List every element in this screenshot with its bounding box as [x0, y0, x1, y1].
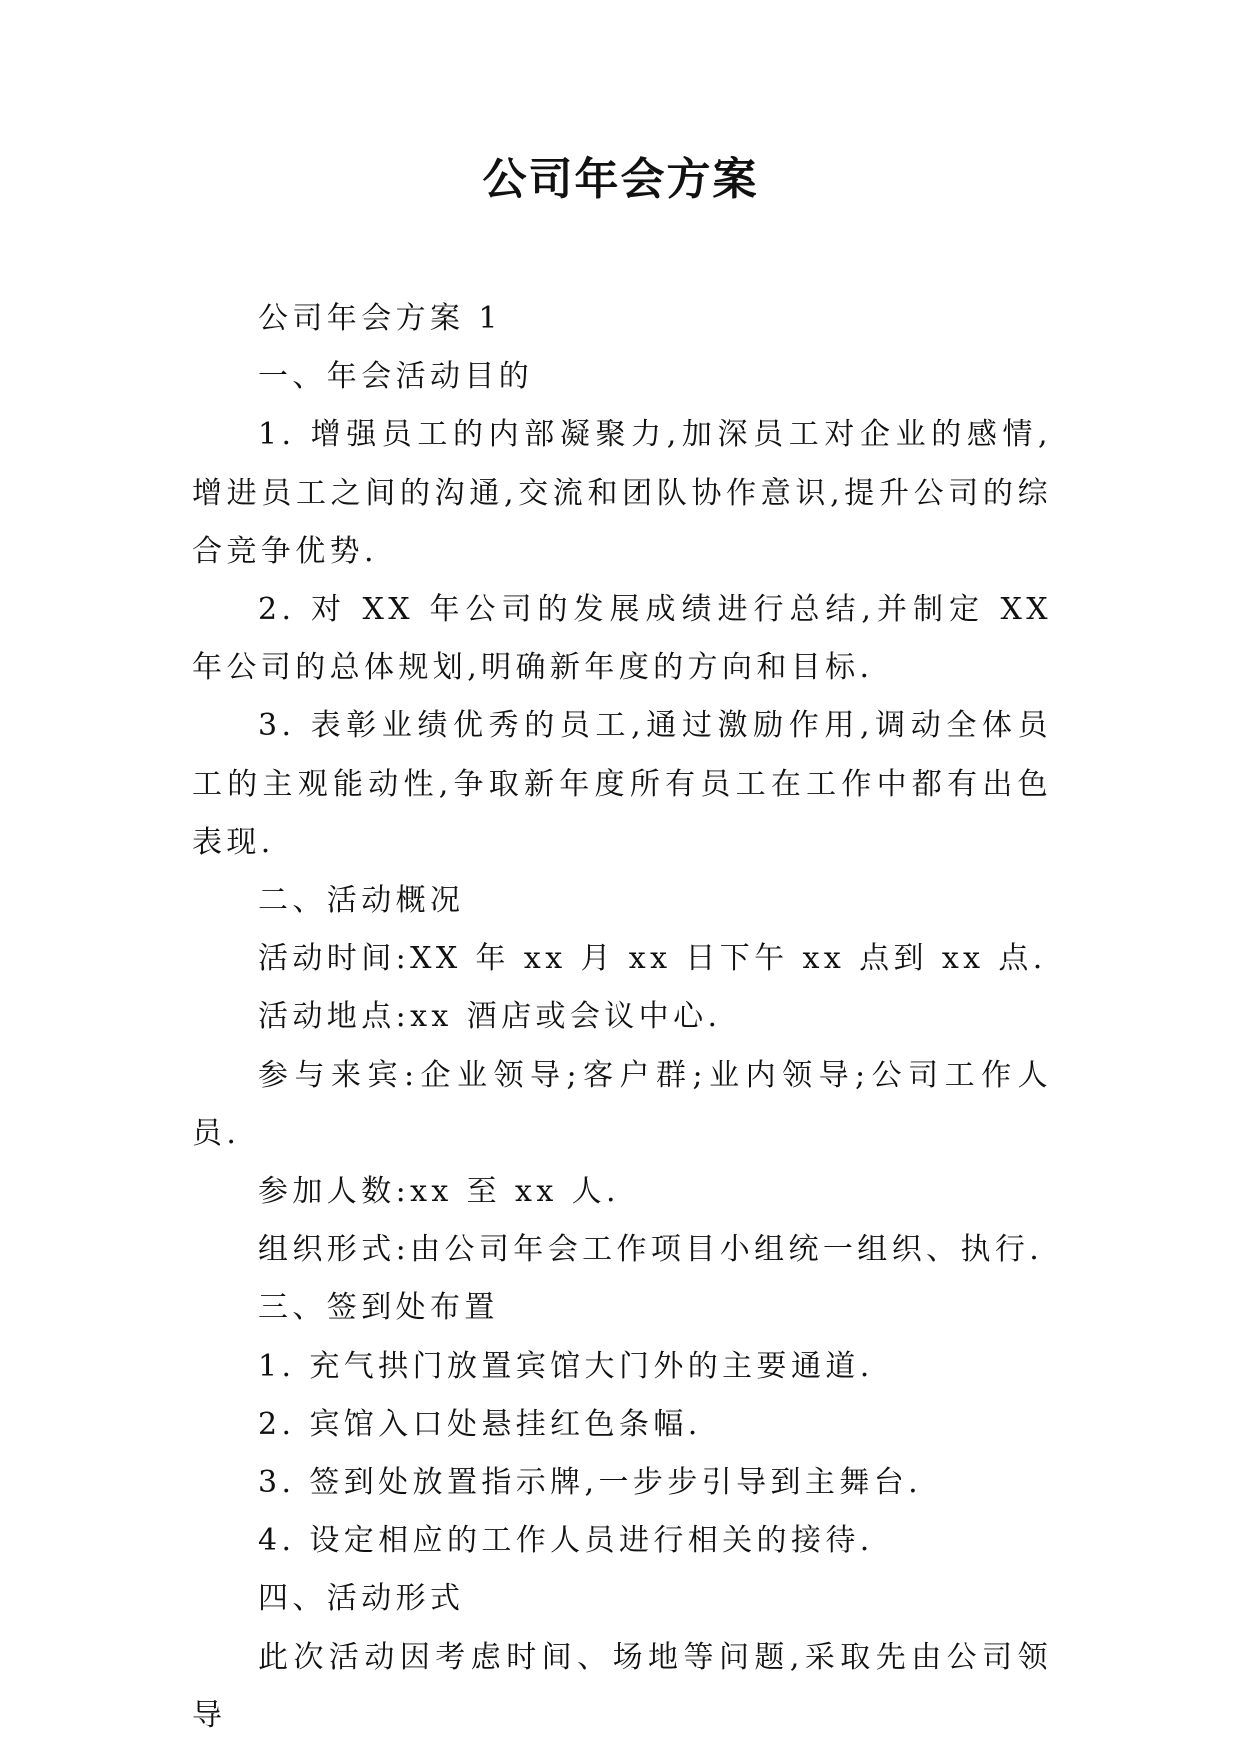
list-item: 2. 对 XX 年公司的发展成绩进行总结,并制定 XX 年公司的总体规划,明确新年度的方向和目标. [192, 592, 1052, 686]
section-heading-1: 一、年会活动目的 [258, 359, 534, 395]
detail-line: 参与来宾:企业领导;客户群;业内领导;公司工作人员. [192, 1057, 1052, 1151]
document-title: 公司年会方案 [482, 154, 759, 205]
list-item: 3. 签到处放置指示牌,一步步引导到主舞台. [258, 1465, 923, 1501]
list-item: 1. 充气拱门放置宾馆大门外的主要通道. [258, 1348, 874, 1384]
list-item: 3. 表彰业绩优秀的员工,通过激励作用,调动全体员工的主观能动性,争取新年度所有员工在工作中都有出色表现. [192, 708, 1052, 860]
section-heading-4: 四、活动形式 [258, 1581, 465, 1617]
document-body [192, 290, 1052, 1745]
list-item: 1. 增强员工的内部凝聚力,加深员工对企业的感情,增进员工之间的沟通,交流和团队协作意识,提升公司的综合竞争优势. [192, 417, 1052, 569]
list-item: 2. 宾馆入口处悬挂红色条幅. [258, 1406, 702, 1442]
paragraph-plan-heading: 公司年会方案 1 [258, 301, 502, 336]
list-item: 4. 设定相应的工作人员进行相关的接待. [258, 1523, 874, 1559]
detail-line: 组织形式:由公司年会工作项目小组统一组织、执行. [258, 1232, 1044, 1268]
section-heading-3: 三、签到处布置 [258, 1290, 499, 1326]
detail-line: 活动地点:xx 酒店或会议中心. [258, 999, 722, 1035]
section-heading-2: 二、活动概况 [258, 883, 465, 919]
detail-line: 活动时间:XX 年 xx 月 xx 日下午 xx 点到 xx 点. [258, 941, 1047, 977]
paragraph-text: 此次活动因考虑时间、场地等问题,采取先由公司领导 [192, 1639, 1052, 1733]
detail-line: 参加人数:xx 至 xx 人. [258, 1174, 620, 1210]
